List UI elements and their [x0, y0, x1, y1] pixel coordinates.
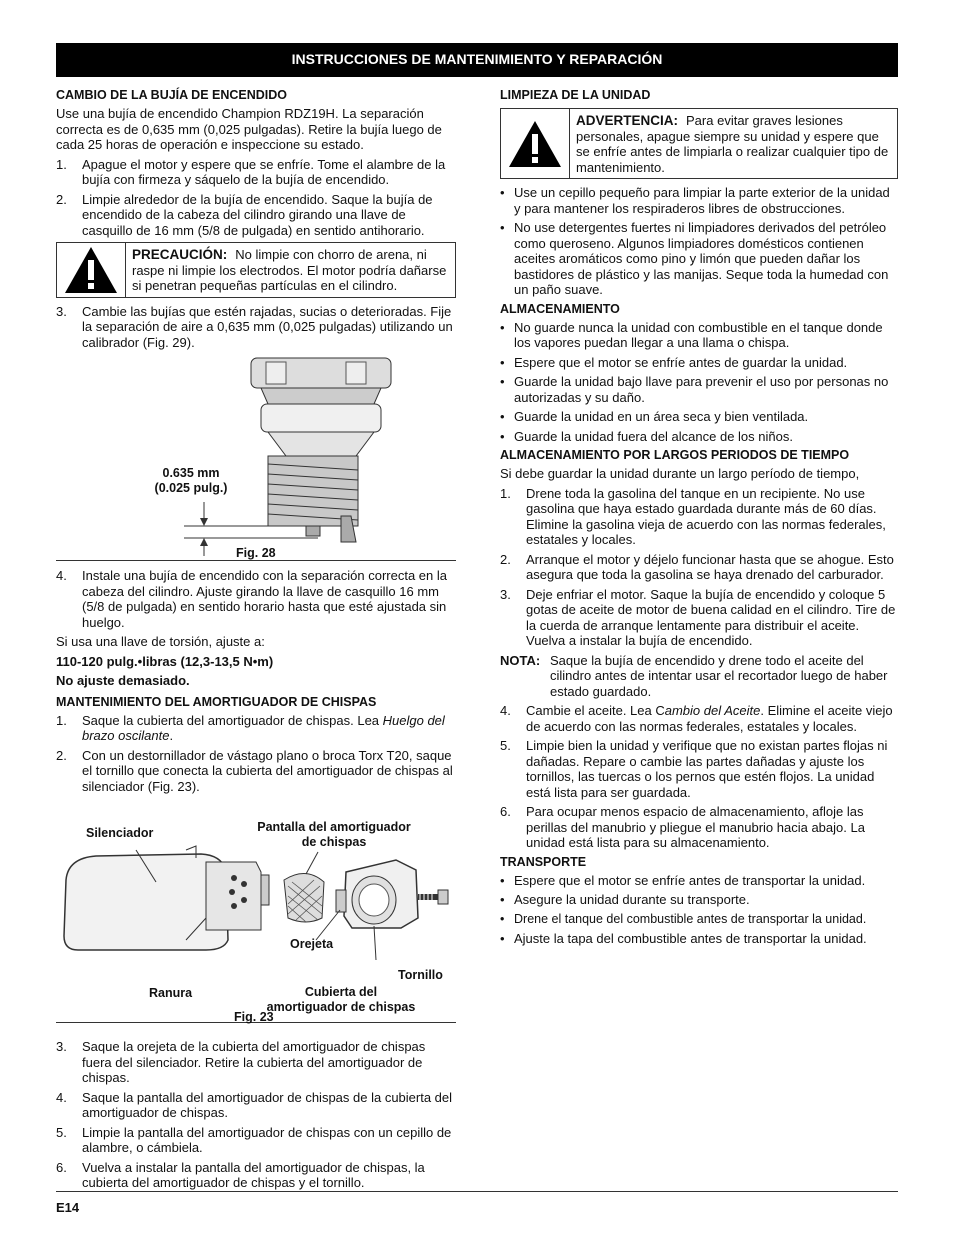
section-title-transport: TRANSPORTE	[500, 854, 587, 869]
label-cover-1: Cubierta del	[304, 985, 378, 999]
warning-text: Para evitar graves lesiones personales, apague siempre su unidad y espere que se enfríe antes de limpiarla o realizar cualquier tipo de mantenimiento.	[576, 113, 889, 175]
list-item: • Asegure la unidad durante su transporte.	[500, 892, 898, 908]
section-title-spark-plug: CAMBIO DE LA BUJÍA DE ENCENDIDO	[56, 88, 288, 102]
torque-intro: Si usa una llave de torsión, ajuste a:	[56, 634, 265, 649]
page-header: INSTRUCCIONES DE MANTENIMIENTO Y REPARACIÓN	[56, 43, 898, 77]
note-label: NOTA:	[500, 652, 541, 668]
figure-caption: Fig. 23	[234, 1010, 274, 1024]
list-item: 5. Limpie bien la unidad y verifique que no existan partes flojas ni dañadas. Repare o cambie las partes dañadas y ajuste los tornillos, las tuercas o los pernos que estén flojos. La unidad está lista para ser guardada.	[500, 738, 888, 800]
label-slot: Ranura	[149, 986, 193, 1000]
figure-23	[56, 800, 456, 1025]
list-item: 4. Instale una bujía de encendido con la separación correcta en la cabeza del cilindro. Ajuste girando la llave de casquillo 16 mm (5/8 de pulgada) en sentido horario hasta que esté ajustada sin huelgo.	[56, 568, 447, 630]
spark-plug-intro: Use una bujía de encendido Champion RDZ19H. La separación correcta es de 0,635 mm (0,025 pulgadas). Retire la bujía luego de cada 25 horas de operación e inspeccione su estado.	[56, 106, 442, 152]
list-item: 5. Limpie la pantalla del amortiguador de chispas con un cepillo de alambre, o cámbiela.	[56, 1124, 452, 1155]
torque-value: 110-120 pulg.•libras (12,3-13,5 N•m)	[56, 653, 274, 669]
figure-28	[56, 356, 456, 558]
warning-triangle-icon	[501, 109, 570, 178]
list-item: 3. Deje enfriar el motor. Saque la bujía de encendido y coloque 5 gotas de aceite de motor de buena calidad en el cilindro. Tire de la cuerda de arranque lentamente para distribuir el aceite. Vuelva a instalar la bujía de encendido.	[500, 586, 896, 648]
label-muffler: Silenciador	[86, 826, 154, 840]
note-text: Saque la bujía de encendido y drene todo el aceite del cilindro antes de intentar usar el recortador luego de haber estado guardado.	[550, 652, 888, 699]
list-item: 3. Saque la orejeta de la cubierta del amortiguador de chispas fuera del silenciador. Retire la cubierta del amortiguador de chispas.	[56, 1039, 426, 1085]
section-title-storage: ALMACENAMIENTO	[500, 301, 620, 316]
long-storage-intro: Si debe guardar la unidad durante un largo período de tiempo,	[500, 466, 860, 481]
list-item: • Use un cepillo pequeño para limpiar la parte exterior de la unidad y para mantener los respiraderos libres de obstrucciones.	[500, 185, 898, 216]
spark-plug-illustration	[56, 356, 456, 556]
list-item: • Guarde la unidad fuera del alcance de los niños.	[500, 429, 898, 445]
list-item: 4. Saque la pantalla del amortiguador de chispas de la cubierta del amortiguador de chispas.	[56, 1089, 453, 1120]
warning-box	[500, 108, 898, 179]
list-item: • Ajuste la tapa del combustible antes de transportar la unidad.	[500, 931, 898, 947]
right-column	[500, 88, 898, 951]
list-item: 2. Con un destornillador de vástago plano o broca Torx T20, saque el tornillo que conecta la cubierta del amortiguador de chispas al silenciador (Fig. 23).	[56, 747, 453, 794]
list-item: 1. Apague el motor y espere que se enfríe. Tome el alambre de la bujía con firmeza y sáquelo de la bujía de encendido.	[56, 156, 446, 187]
list-item: • Espere que el motor se enfríe antes de guardar la unidad.	[500, 355, 898, 371]
warning-triangle-icon	[57, 243, 126, 297]
list-item: 6. Vuelva a instalar la pantalla del amortiguador de chispas, la cubierta del amortiguador de chispas y el tornillo.	[56, 1159, 425, 1190]
note	[500, 653, 898, 700]
list-item: 4. Cambie el aceite. Lea Cambio del Aceite. Elimine el aceite viejo de acuerdo con las normas federales, estatales y locales.	[500, 703, 893, 734]
label-screen-2: de chispas	[301, 835, 367, 849]
page-number: E14	[56, 1200, 80, 1215]
spark-plug-steps	[56, 157, 456, 239]
footer-divider	[56, 1191, 898, 1192]
list-item: 6. Para ocupar menos espacio de almacenamiento, afloje las perillas del manubrio y pliegue el manubrio hacia abajo. La unidad está lista para su almacenamiento.	[500, 804, 865, 850]
list-item: 1. Drene toda la gasolina del tanque en un recipiente. No use gasolina que haya estado guardada durante más de 60 días. Elimine la gasolina vieja de acuerdo con las normas federales, estatales y locales.	[500, 485, 886, 547]
list-item: 1. Saque la cubierta del amortiguador de chispas. Lea Huelgo del brazo oscilante.	[56, 712, 445, 743]
list-item: • Guarde la unidad bajo llave para prevenir el uso por personas no autorizadas y su daño.	[500, 374, 898, 405]
caution-label: PRECAUCIÓN:	[132, 247, 228, 262]
figure-caption: Fig. 28	[236, 546, 276, 560]
section-title-spark-arrestor: MANTENIMIENTO DEL AMORTIGUADOR DE CHISPAS	[56, 694, 377, 709]
section-title-long-storage: ALMACENAMIENTO POR LARGOS PERIODOS DE TIEMPO	[500, 448, 850, 462]
gap-measure-in: (0.025 pulg.)	[154, 481, 228, 495]
label-screen-1: Pantalla del amortiguador	[257, 820, 411, 834]
list-item: 3. Cambie las bujías que estén rajadas, sucias o deterioradas. Fije la separación de aire a 0,635 mm (0,025 pulgadas) utilizando un calibrador (Fig. 29).	[56, 303, 453, 350]
list-item: 2. Arranque el motor y déjelo funcionar hasta que se ahogue. Esto asegura que toda la gasolina se haya drenado del carburador.	[500, 551, 894, 582]
warning-label: ADVERTENCIA:	[576, 113, 679, 128]
torque-warning: No ajuste demasiado.	[56, 673, 190, 688]
list-item: • No use detergentes fuertes ni limpiadores derivados del petróleo como queroseno. Algunos limpiadores domésticos contienen aceites aromáticos como pino y limón que pueden dañar los bastidores de plástico y las manijas. Seque toda la humedad con un paño suave.	[500, 220, 898, 298]
list-item: • No guarde nunca la unidad con combustible en el tanque donde los vapores puedan llegar a una llama o chispa.	[500, 320, 898, 351]
list-item: • Guarde la unidad en un área seca y bien ventilada.	[500, 409, 898, 425]
left-column	[56, 88, 456, 1195]
caution-box	[56, 242, 456, 298]
label-screw: Tornillo	[398, 968, 443, 982]
label-tab: Orejeta	[290, 937, 334, 951]
caution-text: No limpie con chorro de arena, ni raspe ni limpie los electrodos. El motor podría dañarse si penetran pequeñas partículas en el cilindro.	[132, 247, 447, 293]
list-item: 2. Limpie alrededor de la bujía de encendido. Saque la bujía de encendido de la cabeza del cilindro girando una llave de casquillo de 16 mm (5/8 de pulgada) en sentido antihorario.	[56, 191, 433, 238]
section-title-cleaning: LIMPIEZA DE LA UNIDAD	[500, 88, 651, 102]
gap-measure-mm: 0.635 mm	[162, 466, 220, 480]
label-cover-2: amortiguador de chispas	[266, 1000, 416, 1014]
list-item: • Espere que el motor se enfríe antes de transportar la unidad.	[500, 873, 898, 889]
list-item: • Drene el tanque del combustible antes de transportar la unidad.	[500, 912, 898, 928]
